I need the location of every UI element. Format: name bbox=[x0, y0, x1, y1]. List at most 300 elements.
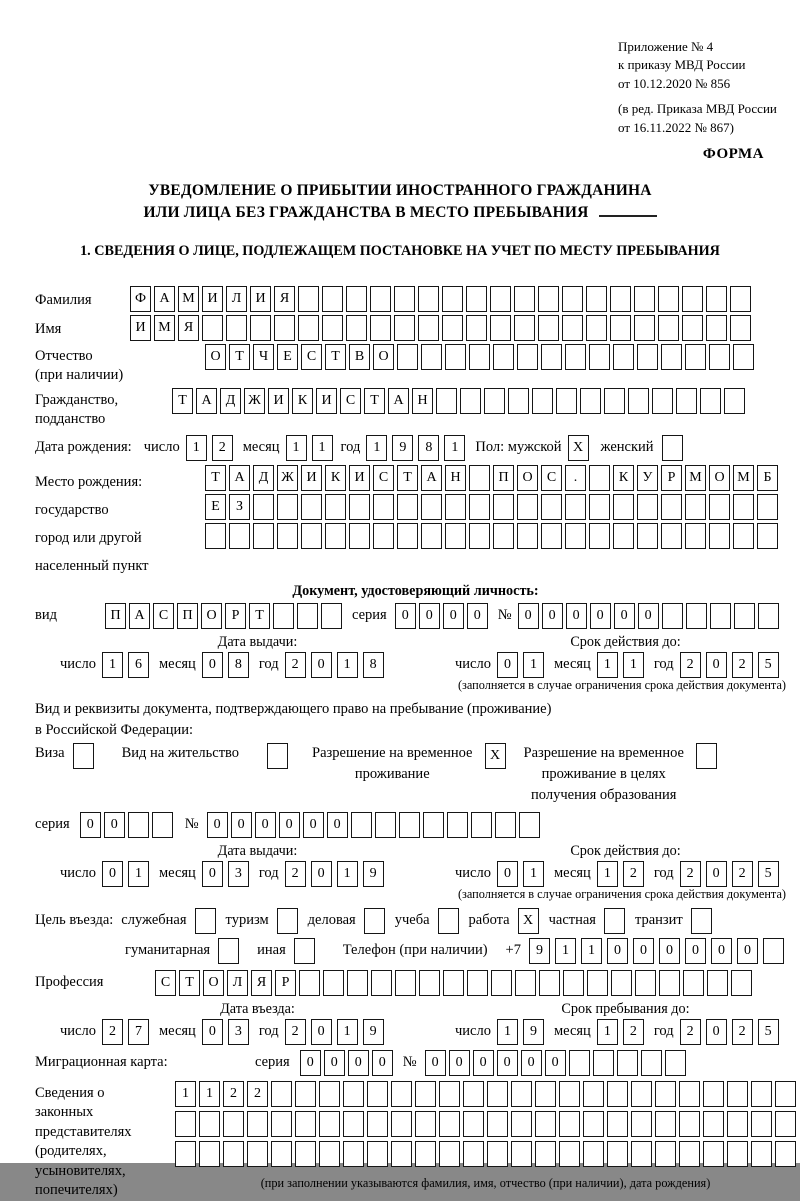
char-box[interactable] bbox=[696, 743, 717, 769]
char-box[interactable] bbox=[415, 1111, 436, 1137]
char-box[interactable]: З bbox=[229, 494, 250, 520]
char-box[interactable]: Т bbox=[205, 465, 226, 491]
char-box[interactable] bbox=[438, 908, 459, 934]
char-box[interactable] bbox=[631, 1111, 652, 1137]
char-box[interactable] bbox=[683, 970, 704, 996]
char-box[interactable] bbox=[514, 315, 535, 341]
char-box[interactable]: 8 bbox=[228, 652, 249, 678]
char-box[interactable] bbox=[367, 1141, 388, 1167]
char-box[interactable] bbox=[487, 1141, 508, 1167]
char-box[interactable] bbox=[298, 286, 319, 312]
char-box[interactable] bbox=[250, 315, 271, 341]
char-box[interactable] bbox=[709, 523, 730, 549]
char-box[interactable] bbox=[223, 1111, 244, 1137]
char-box[interactable] bbox=[628, 388, 649, 414]
char-box[interactable] bbox=[247, 1111, 268, 1137]
char-box[interactable] bbox=[583, 1081, 604, 1107]
char-box[interactable] bbox=[563, 970, 584, 996]
char-box[interactable] bbox=[443, 970, 464, 996]
char-box[interactable] bbox=[559, 1111, 580, 1137]
char-box[interactable]: О bbox=[203, 970, 224, 996]
char-box[interactable] bbox=[445, 344, 466, 370]
char-box[interactable]: П bbox=[105, 603, 126, 629]
char-box[interactable] bbox=[565, 523, 586, 549]
char-box[interactable] bbox=[703, 1141, 724, 1167]
char-box[interactable]: С bbox=[155, 970, 176, 996]
char-box[interactable] bbox=[199, 1141, 220, 1167]
char-box[interactable]: И bbox=[130, 315, 151, 341]
char-box[interactable] bbox=[607, 1141, 628, 1167]
char-box[interactable]: 0 bbox=[633, 938, 654, 964]
char-box[interactable]: Л bbox=[227, 970, 248, 996]
char-box[interactable] bbox=[487, 1111, 508, 1137]
char-box[interactable] bbox=[511, 1141, 532, 1167]
char-box[interactable] bbox=[463, 1081, 484, 1107]
char-box[interactable] bbox=[445, 494, 466, 520]
char-box[interactable] bbox=[556, 388, 577, 414]
char-box[interactable]: 2 bbox=[623, 861, 644, 887]
char-box[interactable]: 0 bbox=[737, 938, 758, 964]
char-box[interactable] bbox=[175, 1141, 196, 1167]
char-box[interactable]: 2 bbox=[680, 861, 701, 887]
char-box[interactable] bbox=[373, 494, 394, 520]
char-box[interactable] bbox=[682, 315, 703, 341]
char-box[interactable] bbox=[295, 1081, 316, 1107]
char-box[interactable]: Т bbox=[249, 603, 270, 629]
char-box[interactable] bbox=[226, 315, 247, 341]
char-box[interactable] bbox=[658, 315, 679, 341]
char-box[interactable]: А bbox=[388, 388, 409, 414]
char-box[interactable] bbox=[415, 1081, 436, 1107]
char-box[interactable]: 2 bbox=[680, 1019, 701, 1045]
char-box[interactable] bbox=[730, 315, 751, 341]
char-box[interactable] bbox=[727, 1111, 748, 1137]
char-box[interactable] bbox=[731, 970, 752, 996]
char-box[interactable] bbox=[607, 1081, 628, 1107]
char-box[interactable] bbox=[298, 315, 319, 341]
char-box[interactable] bbox=[277, 523, 298, 549]
char-box[interactable]: А bbox=[129, 603, 150, 629]
char-box[interactable]: 1 bbox=[128, 861, 149, 887]
char-box[interactable] bbox=[604, 388, 625, 414]
char-box[interactable] bbox=[349, 494, 370, 520]
char-box[interactable]: Я bbox=[178, 315, 199, 341]
char-box[interactable] bbox=[538, 315, 559, 341]
char-box[interactable] bbox=[319, 1141, 340, 1167]
char-box[interactable]: 0 bbox=[327, 812, 348, 838]
char-box[interactable] bbox=[587, 970, 608, 996]
char-box[interactable] bbox=[775, 1111, 796, 1137]
char-box[interactable]: 2 bbox=[680, 652, 701, 678]
char-box[interactable] bbox=[322, 315, 343, 341]
char-box[interactable]: И bbox=[301, 465, 322, 491]
char-box[interactable]: 8 bbox=[418, 435, 439, 461]
char-box[interactable] bbox=[277, 494, 298, 520]
char-box[interactable] bbox=[610, 286, 631, 312]
char-box[interactable]: 0 bbox=[202, 861, 223, 887]
char-box[interactable]: 0 bbox=[473, 1050, 494, 1076]
char-box[interactable]: М bbox=[733, 465, 754, 491]
char-box[interactable] bbox=[511, 1081, 532, 1107]
char-box[interactable]: 0 bbox=[425, 1050, 446, 1076]
char-box[interactable] bbox=[763, 938, 784, 964]
char-box[interactable]: 1 bbox=[186, 435, 207, 461]
char-box[interactable] bbox=[490, 286, 511, 312]
char-box[interactable] bbox=[397, 344, 418, 370]
char-box[interactable] bbox=[319, 1081, 340, 1107]
char-box[interactable]: У bbox=[637, 465, 658, 491]
char-box[interactable]: Р bbox=[275, 970, 296, 996]
char-box[interactable] bbox=[535, 1081, 556, 1107]
char-box[interactable]: 1 bbox=[337, 1019, 358, 1045]
char-box[interactable] bbox=[447, 812, 468, 838]
char-box[interactable] bbox=[467, 970, 488, 996]
char-box[interactable]: 0 bbox=[659, 938, 680, 964]
char-box[interactable] bbox=[727, 1081, 748, 1107]
char-box[interactable]: 0 bbox=[521, 1050, 542, 1076]
char-box[interactable] bbox=[541, 523, 562, 549]
char-box[interactable] bbox=[508, 388, 529, 414]
char-box[interactable]: О bbox=[709, 465, 730, 491]
char-box[interactable] bbox=[297, 603, 318, 629]
char-box[interactable]: Л bbox=[226, 286, 247, 312]
char-box[interactable]: 0 bbox=[202, 1019, 223, 1045]
char-box[interactable]: С bbox=[153, 603, 174, 629]
char-box[interactable] bbox=[535, 1141, 556, 1167]
char-box[interactable]: 1 bbox=[523, 652, 544, 678]
char-box[interactable] bbox=[271, 1111, 292, 1137]
char-box[interactable] bbox=[655, 1141, 676, 1167]
char-box[interactable] bbox=[343, 1081, 364, 1107]
char-box[interactable]: 1 bbox=[597, 652, 618, 678]
char-box[interactable] bbox=[375, 812, 396, 838]
char-box[interactable] bbox=[445, 523, 466, 549]
char-box[interactable] bbox=[421, 494, 442, 520]
char-box[interactable]: 2 bbox=[285, 861, 306, 887]
char-box[interactable]: А bbox=[229, 465, 250, 491]
char-box[interactable]: А bbox=[154, 286, 175, 312]
char-box[interactable]: 2 bbox=[102, 1019, 123, 1045]
char-box[interactable] bbox=[466, 315, 487, 341]
char-box[interactable] bbox=[397, 523, 418, 549]
char-box[interactable] bbox=[655, 1081, 676, 1107]
char-box[interactable] bbox=[758, 603, 779, 629]
char-box[interactable] bbox=[442, 286, 463, 312]
char-box[interactable] bbox=[202, 315, 223, 341]
char-box[interactable]: И bbox=[250, 286, 271, 312]
char-box[interactable]: 9 bbox=[392, 435, 413, 461]
char-box[interactable] bbox=[775, 1081, 796, 1107]
char-box[interactable]: Д bbox=[253, 465, 274, 491]
char-box[interactable] bbox=[580, 388, 601, 414]
char-box[interactable]: 0 bbox=[706, 1019, 727, 1045]
char-box[interactable] bbox=[469, 465, 490, 491]
char-box[interactable]: С bbox=[340, 388, 361, 414]
char-box[interactable] bbox=[631, 1141, 652, 1167]
char-box[interactable] bbox=[491, 970, 512, 996]
char-box[interactable] bbox=[733, 523, 754, 549]
char-box[interactable]: 2 bbox=[732, 652, 753, 678]
char-box[interactable] bbox=[559, 1081, 580, 1107]
char-box[interactable]: Т bbox=[172, 388, 193, 414]
char-box[interactable] bbox=[730, 286, 751, 312]
char-box[interactable]: А bbox=[421, 465, 442, 491]
char-box[interactable] bbox=[617, 1050, 638, 1076]
char-box[interactable] bbox=[583, 1111, 604, 1137]
char-box[interactable] bbox=[421, 344, 442, 370]
char-box[interactable] bbox=[511, 1111, 532, 1137]
char-box[interactable]: 0 bbox=[231, 812, 252, 838]
char-box[interactable] bbox=[325, 523, 346, 549]
char-box[interactable]: 6 bbox=[128, 652, 149, 678]
char-box[interactable]: С bbox=[373, 465, 394, 491]
char-box[interactable] bbox=[679, 1141, 700, 1167]
char-box[interactable]: 1 bbox=[523, 861, 544, 887]
char-box[interactable]: 0 bbox=[104, 812, 125, 838]
char-box[interactable] bbox=[519, 812, 540, 838]
char-box[interactable] bbox=[593, 1050, 614, 1076]
char-box[interactable]: Е bbox=[277, 344, 298, 370]
char-box[interactable]: Д bbox=[220, 388, 241, 414]
char-box[interactable]: 0 bbox=[348, 1050, 369, 1076]
char-box[interactable]: 0 bbox=[467, 603, 488, 629]
char-box[interactable] bbox=[391, 1081, 412, 1107]
char-box[interactable]: 1 bbox=[444, 435, 465, 461]
char-box[interactable]: 0 bbox=[542, 603, 563, 629]
char-box[interactable] bbox=[538, 286, 559, 312]
char-box[interactable]: К bbox=[613, 465, 634, 491]
char-box[interactable] bbox=[319, 1111, 340, 1137]
char-box[interactable] bbox=[565, 494, 586, 520]
char-box[interactable] bbox=[267, 743, 288, 769]
char-box[interactable] bbox=[586, 286, 607, 312]
char-box[interactable] bbox=[586, 315, 607, 341]
char-box[interactable]: И bbox=[349, 465, 370, 491]
char-box[interactable] bbox=[613, 494, 634, 520]
char-box[interactable] bbox=[346, 286, 367, 312]
char-box[interactable] bbox=[439, 1081, 460, 1107]
char-box[interactable]: О bbox=[373, 344, 394, 370]
char-box[interactable]: П bbox=[177, 603, 198, 629]
char-box[interactable] bbox=[229, 523, 250, 549]
char-box[interactable] bbox=[661, 523, 682, 549]
char-box[interactable]: 1 bbox=[102, 652, 123, 678]
char-box[interactable]: 2 bbox=[732, 861, 753, 887]
char-box[interactable] bbox=[343, 1141, 364, 1167]
char-box[interactable]: 1 bbox=[555, 938, 576, 964]
char-box[interactable] bbox=[490, 315, 511, 341]
char-box[interactable] bbox=[439, 1111, 460, 1137]
char-box[interactable]: 0 bbox=[711, 938, 732, 964]
char-box[interactable]: Ф bbox=[130, 286, 151, 312]
char-box[interactable]: 2 bbox=[247, 1081, 268, 1107]
char-box[interactable] bbox=[343, 1111, 364, 1137]
char-box[interactable] bbox=[301, 494, 322, 520]
char-box[interactable] bbox=[294, 938, 315, 964]
char-box[interactable] bbox=[418, 286, 439, 312]
char-box[interactable] bbox=[634, 286, 655, 312]
char-box[interactable] bbox=[682, 286, 703, 312]
char-box[interactable]: 3 bbox=[228, 1019, 249, 1045]
char-box[interactable] bbox=[589, 494, 610, 520]
char-box[interactable]: 8 bbox=[363, 652, 384, 678]
char-box[interactable] bbox=[535, 1111, 556, 1137]
char-box[interactable] bbox=[367, 1081, 388, 1107]
char-box[interactable] bbox=[655, 1111, 676, 1137]
char-box[interactable] bbox=[322, 286, 343, 312]
char-box[interactable] bbox=[637, 344, 658, 370]
char-box[interactable]: К bbox=[325, 465, 346, 491]
char-box[interactable] bbox=[733, 344, 754, 370]
char-box[interactable] bbox=[733, 494, 754, 520]
char-box[interactable]: 0 bbox=[300, 1050, 321, 1076]
char-box[interactable] bbox=[532, 388, 553, 414]
char-box[interactable] bbox=[397, 494, 418, 520]
char-box[interactable] bbox=[679, 1081, 700, 1107]
char-box[interactable] bbox=[635, 970, 656, 996]
char-box[interactable] bbox=[418, 315, 439, 341]
char-box[interactable]: Ч bbox=[253, 344, 274, 370]
char-box[interactable]: 0 bbox=[497, 652, 518, 678]
char-box[interactable] bbox=[757, 494, 778, 520]
char-box[interactable] bbox=[367, 1111, 388, 1137]
char-box[interactable] bbox=[709, 494, 730, 520]
char-box[interactable] bbox=[691, 908, 712, 934]
char-box[interactable]: 5 bbox=[758, 861, 779, 887]
char-box[interactable]: Я bbox=[274, 286, 295, 312]
char-box[interactable]: 0 bbox=[607, 938, 628, 964]
char-box[interactable]: 1 bbox=[366, 435, 387, 461]
char-box[interactable]: 3 bbox=[228, 861, 249, 887]
char-box[interactable] bbox=[471, 812, 492, 838]
char-box[interactable] bbox=[274, 315, 295, 341]
char-box[interactable]: 2 bbox=[285, 1019, 306, 1045]
char-box[interactable]: Б bbox=[757, 465, 778, 491]
char-box[interactable]: 1 bbox=[337, 861, 358, 887]
char-box[interactable]: Е bbox=[205, 494, 226, 520]
char-box[interactable] bbox=[349, 523, 370, 549]
char-box[interactable] bbox=[583, 1141, 604, 1167]
char-box[interactable]: Ж bbox=[277, 465, 298, 491]
char-box[interactable] bbox=[559, 1141, 580, 1167]
char-box[interactable]: 2 bbox=[212, 435, 233, 461]
char-box[interactable] bbox=[589, 465, 610, 491]
char-box[interactable]: В bbox=[349, 344, 370, 370]
char-box[interactable]: Ж bbox=[244, 388, 265, 414]
char-box[interactable]: 0 bbox=[102, 861, 123, 887]
char-box[interactable] bbox=[295, 1111, 316, 1137]
char-box[interactable] bbox=[517, 344, 538, 370]
char-box[interactable]: 0 bbox=[566, 603, 587, 629]
char-box[interactable]: . bbox=[565, 465, 586, 491]
char-box[interactable] bbox=[218, 938, 239, 964]
char-box[interactable] bbox=[676, 388, 697, 414]
char-box[interactable] bbox=[517, 494, 538, 520]
char-box[interactable]: 1 bbox=[597, 861, 618, 887]
char-box[interactable] bbox=[686, 603, 707, 629]
char-box[interactable]: Я bbox=[251, 970, 272, 996]
char-box[interactable]: Т bbox=[229, 344, 250, 370]
char-box[interactable]: Р bbox=[225, 603, 246, 629]
char-box[interactable] bbox=[364, 908, 385, 934]
char-box[interactable]: 0 bbox=[497, 861, 518, 887]
char-box[interactable] bbox=[562, 315, 583, 341]
char-box[interactable]: Т bbox=[325, 344, 346, 370]
char-box[interactable]: 0 bbox=[395, 603, 416, 629]
char-box[interactable]: 5 bbox=[758, 1019, 779, 1045]
char-box[interactable]: 0 bbox=[279, 812, 300, 838]
char-box[interactable] bbox=[370, 315, 391, 341]
char-box[interactable] bbox=[679, 1111, 700, 1137]
char-box[interactable] bbox=[460, 388, 481, 414]
char-box[interactable]: 0 bbox=[255, 812, 276, 838]
char-box[interactable] bbox=[685, 344, 706, 370]
char-box[interactable] bbox=[247, 1141, 268, 1167]
char-box[interactable]: Н bbox=[412, 388, 433, 414]
char-box[interactable] bbox=[604, 908, 625, 934]
char-box[interactable] bbox=[295, 1141, 316, 1167]
char-box[interactable] bbox=[610, 315, 631, 341]
char-box[interactable] bbox=[421, 523, 442, 549]
char-box[interactable] bbox=[751, 1111, 772, 1137]
char-box[interactable] bbox=[423, 812, 444, 838]
char-box[interactable]: 0 bbox=[311, 1019, 332, 1045]
char-box[interactable]: 0 bbox=[372, 1050, 393, 1076]
char-box[interactable] bbox=[685, 494, 706, 520]
char-box[interactable]: Р bbox=[661, 465, 682, 491]
char-box[interactable] bbox=[751, 1141, 772, 1167]
char-box[interactable]: 1 bbox=[199, 1081, 220, 1107]
char-box[interactable]: О bbox=[201, 603, 222, 629]
char-box[interactable] bbox=[253, 494, 274, 520]
char-box[interactable] bbox=[152, 812, 173, 838]
char-box[interactable] bbox=[589, 523, 610, 549]
char-box[interactable]: 0 bbox=[207, 812, 228, 838]
char-box[interactable]: 0 bbox=[706, 861, 727, 887]
char-box[interactable]: 1 bbox=[581, 938, 602, 964]
char-box[interactable]: О bbox=[517, 465, 538, 491]
char-box[interactable] bbox=[199, 1111, 220, 1137]
char-box[interactable]: X bbox=[568, 435, 589, 461]
char-box[interactable]: 0 bbox=[311, 861, 332, 887]
char-box[interactable]: 0 bbox=[443, 603, 464, 629]
char-box[interactable]: П bbox=[493, 465, 514, 491]
char-box[interactable] bbox=[493, 523, 514, 549]
char-box[interactable]: 0 bbox=[324, 1050, 345, 1076]
char-box[interactable] bbox=[665, 1050, 686, 1076]
char-box[interactable] bbox=[469, 494, 490, 520]
char-box[interactable]: 7 bbox=[128, 1019, 149, 1045]
char-box[interactable]: О bbox=[205, 344, 226, 370]
char-box[interactable]: С bbox=[301, 344, 322, 370]
char-box[interactable]: 0 bbox=[303, 812, 324, 838]
char-box[interactable]: 9 bbox=[523, 1019, 544, 1045]
char-box[interactable] bbox=[652, 388, 673, 414]
char-box[interactable] bbox=[724, 388, 745, 414]
char-box[interactable] bbox=[205, 523, 226, 549]
char-box[interactable] bbox=[301, 523, 322, 549]
char-box[interactable]: Т bbox=[397, 465, 418, 491]
char-box[interactable]: М bbox=[178, 286, 199, 312]
char-box[interactable] bbox=[515, 970, 536, 996]
char-box[interactable] bbox=[641, 1050, 662, 1076]
char-box[interactable] bbox=[637, 523, 658, 549]
char-box[interactable] bbox=[128, 812, 149, 838]
char-box[interactable]: 0 bbox=[497, 1050, 518, 1076]
char-box[interactable] bbox=[419, 970, 440, 996]
char-box[interactable]: 1 bbox=[175, 1081, 196, 1107]
char-box[interactable] bbox=[539, 970, 560, 996]
